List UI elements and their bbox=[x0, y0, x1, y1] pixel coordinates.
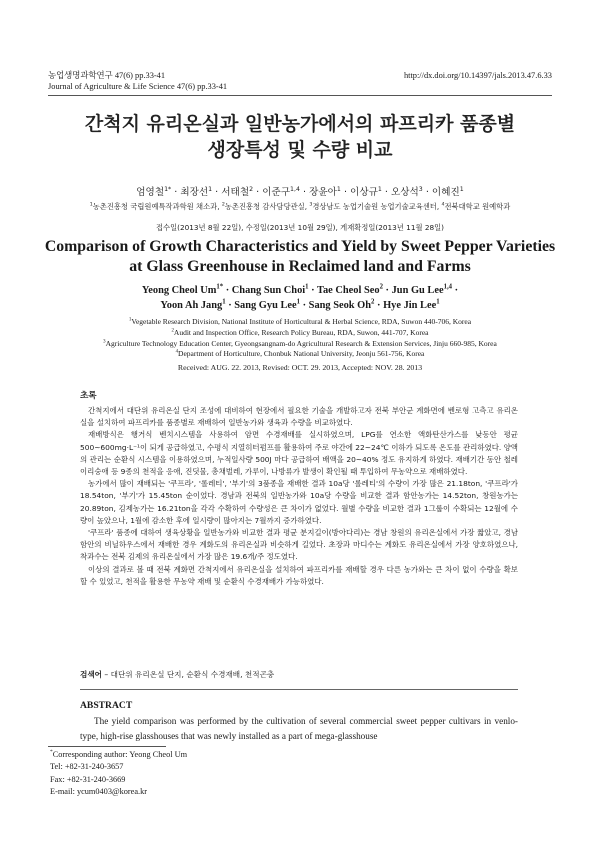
email[interactable]: E-mail: ycum0403@korea.kr bbox=[50, 787, 148, 797]
korean-abstract bbox=[80, 405, 518, 588]
korean-abstract-heading: 초록 bbox=[80, 391, 97, 401]
korean-received-dates: 접수일(2013년 8월 22일), 수정일(2013년 10월 29일), 게재확정일(2013년 11월 28일) bbox=[155, 223, 445, 232]
korean-title-line-1: 간척지 유리온실과 일반농가에서의 파프리카 품종별 bbox=[84, 113, 516, 135]
korean-author: 장윤아$^1$ bbox=[309, 185, 341, 198]
english-author: Yeong Cheol $Um^{1*}$ bbox=[141, 283, 224, 296]
korean-affiliations: $^1$농촌진흥청 국립원예특작과학원 채소과, $^2$농촌진흥청 감사담당관실, $^3$경상남도 농업기술원 농업기술교육센터, $^4$전북대학교 원예학과 bbox=[89, 202, 511, 211]
english-author: Sang Gyu Lee$^1$ bbox=[234, 298, 300, 311]
keywords-divider bbox=[80, 689, 518, 690]
korean-author: 서태철$^2$ bbox=[221, 185, 254, 198]
corresponding-author-footnote: *Corresponding author: Yeong Cheol Um Tel: +82-31-240-3657 Fax: +82-31-240-3669 E-mail: ycum0403@korea.kr bbox=[50, 749, 187, 799]
korean-title-line-2: 생장특성 및 수량 비교 bbox=[207, 139, 393, 161]
abstract-paragraph: 이상의 결과로 볼 때 전북 계화면 간척지에서 유리온실을 설치하여 파프리카를 재배할 경우 다른 농가와는 큰 차이 없이 수량을 확보할 수 있었고, 천적을 활용한 무농약 재배 및 순환식 수경재배가 가능하였다. bbox=[80, 564, 518, 586]
korean-author: 이혜진$^1$ bbox=[431, 185, 464, 198]
keywords-label: 검색어 bbox=[80, 670, 103, 679]
english-author: Hye Jin Lee$^1$ bbox=[383, 298, 440, 311]
english-abstract-heading: ABSTRACT bbox=[80, 700, 133, 711]
corresponding-author: Corresponding author: Yeong Cheol Um bbox=[52, 750, 188, 759]
korean-author: 최장선$^1$ bbox=[180, 185, 213, 198]
affiliation-line: $^1$Vegetable Research Division, National Institute of Horticultural & Herbal Science, RDA, Suwon 440-706, Korea bbox=[128, 317, 472, 326]
korean-author-list: 엄영철$^{1*}$ · 최장선$^1$ · 서태철$^2$ · 이준구$^{1,4}$ · 장윤아$^1$ · 이상규$^1$ · 오상석$^3$ · 이혜진$^1$ bbox=[136, 185, 464, 198]
affiliation-line: $^4$Department of Horticulture, Chonbuk National University, Jeonju 561-756, Korea bbox=[175, 349, 425, 359]
english-received-dates: Received: AUG. 22. 2013, Revised: OCT. 29. 2013, Accepted: NOV. 28. 2013 bbox=[177, 363, 423, 372]
korean-author: 이상규$^1$ bbox=[350, 185, 382, 198]
abstract-paragraph: 간척지에서 대단위 유리온실 단지 조성에 대비하여 현장에서 필요한 기술을 개발하고자 전북 부안군 계화면에 벤로형 고측고 유리온실을 설치하여 파프리카를 품종별로 재배하여 일반농가와 생육과 수량을 비교하였다. bbox=[80, 406, 518, 428]
fax: Fax: +82-31-240-3669 bbox=[50, 774, 126, 784]
korean-author: 이준구$^{1,4}$ bbox=[262, 185, 300, 198]
english-affiliations bbox=[40, 317, 560, 360]
korean-title bbox=[40, 111, 560, 163]
journal-ko-citation: 농업생명과학연구 47(6) pp.33-41 bbox=[48, 71, 166, 80]
footnote-divider bbox=[48, 746, 166, 747]
abstract-paragraph: 농가에서 많이 재배되는 '쿠프라', '롤레티', '부기'의 3품종을 재배한 결과 10a당 '롤레티'의 수량이 가장 많은 21.18ton, '쿠프라'가 18.54ton, '부기'가 15.45ton 순이었다. 경남과 전북의 일반농가와 10a당 수량을 비교한 결과 함안농가는 14.52ton, 창원농가는 20.89ton, 김제농가는 16.21ton을 각각 수확하여 수량성은 큰 차이가 없었다. 월별 수량을 비교한 결과 1그룹이 수확되는 12월에 수량이 높았으나, 1월에 감소한 후에 일시량이 많아지는 7월까지 증가하였다. bbox=[80, 479, 518, 525]
english-title-line-1: Comparison of Growth Characteristics and Yield by Sweet Pepper Varieties bbox=[44, 238, 556, 255]
english-author-list: Yeong Cheol $Um^{1*}$ · Chang Sun Choi$^1$ · Tae Cheol Seo$^2$ · Jun Gu Lee$^{1,4}$ · Yoon Ah Jang$^1$ · Sang Gyu Lee$^1$ · Sang Seok $Oh^2$ · Hye Jin Lee$^1$ bbox=[141, 283, 459, 311]
running-header bbox=[48, 70, 552, 92]
english-author: Sang Seok Oh$^2$ bbox=[308, 298, 375, 311]
english-author: Tae Cheol Seo$^2$ bbox=[317, 283, 383, 296]
journal-en-citation: Journal of Agriculture & Life Science 47(6) pp.33-41 bbox=[48, 82, 228, 91]
keywords-text: 대단위 유리온실 단지, 순환식 수경재배, 천적곤충 bbox=[110, 670, 275, 679]
english-author: Chang Sun Choi$^1$ bbox=[231, 283, 309, 296]
english-abstract-text: The yield comparison was performed by the cultivation of several commercial sweet pepper cultivars in venlo-type, high-rise glasshouses that was newly installed as a part of mega-glasshouse bbox=[80, 716, 518, 741]
keywords: 검색어 – 대단위 유리온실 단지, 순환식 수경재배, 천적곤충 bbox=[80, 670, 275, 679]
affiliation-line: $^3$Agriculture Technology Education Center, Gyeongsangnam-do Agricultural Research & Extension Services, Jinju 660-985, Korea bbox=[103, 338, 497, 348]
abstract-paragraph: '쿠프라' 품종에 대하여 생육상황을 일반농가와 비교한 결과 평균 분지길이(방아다리)는 경남 창원의 유리온실에서 가장 짧았고, 경남 함안의 비닐하우스에서 재배한 경우 계화도의 유리온실과 비슷하게 길었다. 초장과 마디수는 계화도 유리온실에서 가장 양호하였으나, 착과수는 전북 김제의 유리온실에서 가장 많은 19.6개/주 정도였다. bbox=[80, 528, 518, 562]
korean-author: 엄영철$^{1*}$ bbox=[136, 185, 172, 198]
affiliation-line: $^2$Audit and Inspection Office, Research Policy Bureau, RDA, Suwon, 441-707, Korea bbox=[171, 327, 429, 337]
header-divider bbox=[48, 95, 552, 96]
korean-author: 오상석$^3$ bbox=[390, 185, 423, 198]
doi-link[interactable]: http://dx.doi.org/10.14397/jals.2013.47.6.33 bbox=[403, 71, 552, 80]
english-author: Yoon Ah Jang$^1$ bbox=[160, 298, 226, 311]
english-title-line-2: at Glass Greenhouse in Reclaimed land and Farms bbox=[129, 258, 471, 275]
abstract-paragraph: 재배방식은 행거식 벤치시스템을 사용하여 암면 수경재배를 실시하였으며, LPG를 연소한 액화탄산가스를 낮동안 평균 500~600mg·L⁻¹이 되게 공급하였고, 수평식 지열히터펌프를 활용하여 주로 야간에 22~24℃ 이하가 되도록 온도를 관리하였다. 양액의 관리는 순환식 시스템을 이용하였으며, 누적일사량 500J 마다 공급하여 배액을 20~40% 정도 유지하게 하였다. 재배기간 동안 철레이리숭애 등 9종의 천적을 응애, 진딧물, 총채벌레, 가루이, 나방류가 발생이 확인될 때 투입하여 무농약으로 재배하였다. bbox=[80, 430, 518, 477]
english-title bbox=[40, 237, 560, 277]
english-author: Jun Gu Lee$^{1,4}$ bbox=[391, 283, 453, 296]
telephone: Tel: +82-31-240-3657 bbox=[50, 762, 124, 772]
